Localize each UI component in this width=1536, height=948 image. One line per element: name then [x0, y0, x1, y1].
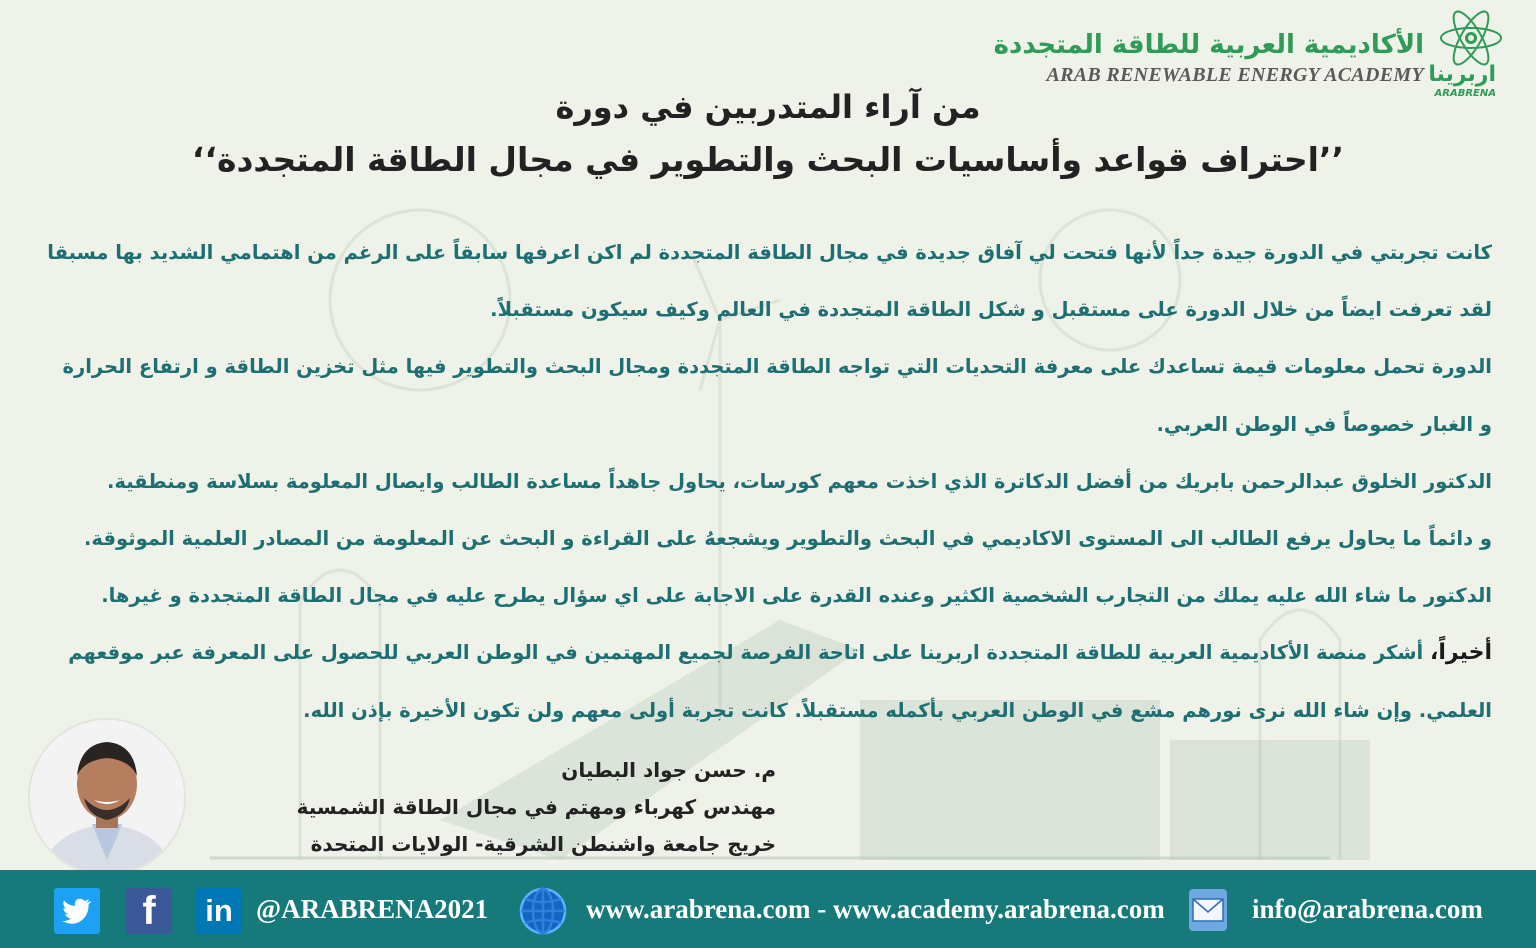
testimonial-line: و دائماً ما يحاول يرفع الطالب الى المستوى الاكاديمي في البحث والتطوير ويشجعهُ على القراءة و البحث عن المعلومة من المصادر العلمية الموثوقة. — [84, 527, 1492, 551]
brand-name-english: ARABRENA — [1434, 88, 1496, 99]
testimonial-line: الدكتور ما شاء الله عليه يملك من التجارب الشخصية الكثير وعنده القدرة على الاجابة على اي سؤال يطرح عليه في مجال الطاقة المتجددة و غيرها. — [101, 584, 1492, 608]
brand-name-arabic: اربرينا — [1428, 62, 1496, 87]
academy-name-arabic: الأكاديمية العربية للطاقة المتجددة — [993, 30, 1424, 60]
testimonial-line: و الغبار خصوصاً في الوطن العربي. — [1156, 412, 1492, 436]
testimonial-line: العلمي. وإن شاء الله نرى نورهم مشع في الوطن العربي بأكمله مستقبلاً. كانت تجربة أولى معهم ولن تكون الأخيرة بإذن الله. — [303, 698, 1492, 722]
course-title: ’’احتراف قواعد وأساسيات البحث والتطوير في مجال الطاقة المتجددة‘‘ — [191, 140, 1345, 179]
linkedin-icon[interactable]: in — [196, 888, 242, 934]
email-link[interactable]: info@arabrena.com — [1252, 894, 1483, 924]
testimonial-line-closing — [42, 624, 1492, 681]
atom-logo-icon — [1436, 6, 1506, 70]
twitter-icon[interactable] — [54, 888, 100, 934]
author-education: خريج جامعة واشنطن الشرقية- الولايات المتحدة — [310, 832, 776, 856]
websites-link[interactable]: www.arabrena.com - www.academy.arabrena.com — [586, 894, 1165, 924]
facebook-icon[interactable]: f — [126, 888, 172, 934]
author-photo — [28, 718, 186, 876]
author-avatar-icon — [30, 720, 184, 874]
author-signature — [297, 752, 776, 863]
author-role: مهندس كهرباء ومهتم في مجال الطاقة الشمسية — [296, 795, 776, 819]
testimonial-line: الدكتور الخلوق عبدالرحمن بابريك من أفضل الدكاترة الذي اخذت معهم كورسات، يحاول جاهداً مساعدة الطالب وايصال المعلومة بسلاسة ومنطقية. — [106, 469, 1492, 493]
globe-icon — [518, 886, 568, 936]
page-title: من آراء المتدربين في دورة — [555, 88, 981, 126]
closing-text: أشكر منصة الأكاديمية العربية للطاقة المتجددة اربرينا على اتاحة الفرصة لجميع المهتمين في الوطن العربي للحصول على المعرفة عبر موقعهم — [68, 641, 1424, 665]
testimonial-body — [42, 224, 1492, 739]
author-name: م. حسن جواد البطيان — [561, 758, 776, 782]
closing-word: أخيراً، — [1430, 640, 1492, 666]
email-icon — [1188, 888, 1228, 932]
footer — [0, 870, 1536, 948]
testimonial-line: لقد تعرفت ايضاً من خلال الدورة على مستقبل و شكل الطاقة المتجددة في العالم وكيف سيكون مستقبلاً. — [490, 298, 1492, 322]
social-handle[interactable]: @ARABRENA2021 — [256, 894, 489, 924]
academy-name-english: ARAB RENEWABLE ENERGY ACADEMY — [1046, 64, 1424, 86]
testimonial-line: الدورة تحمل معلومات قيمة تساعدك على معرفة التحديات التي تواجه الطاقة المتجددة ومجال البحث والتطوير فيها مثل تخزين الطاقة و ارتفاع الحرارة — [62, 355, 1492, 379]
testimonial-line: كانت تجربتي في الدورة جيدة جداً لأنها فتحت لي آفاق جديدة في مجال الطاقة المتجددة لم اكن اعرفها سابقاً على الرغم من اهتمامي الشديد بها مسبقا — [47, 241, 1492, 264]
